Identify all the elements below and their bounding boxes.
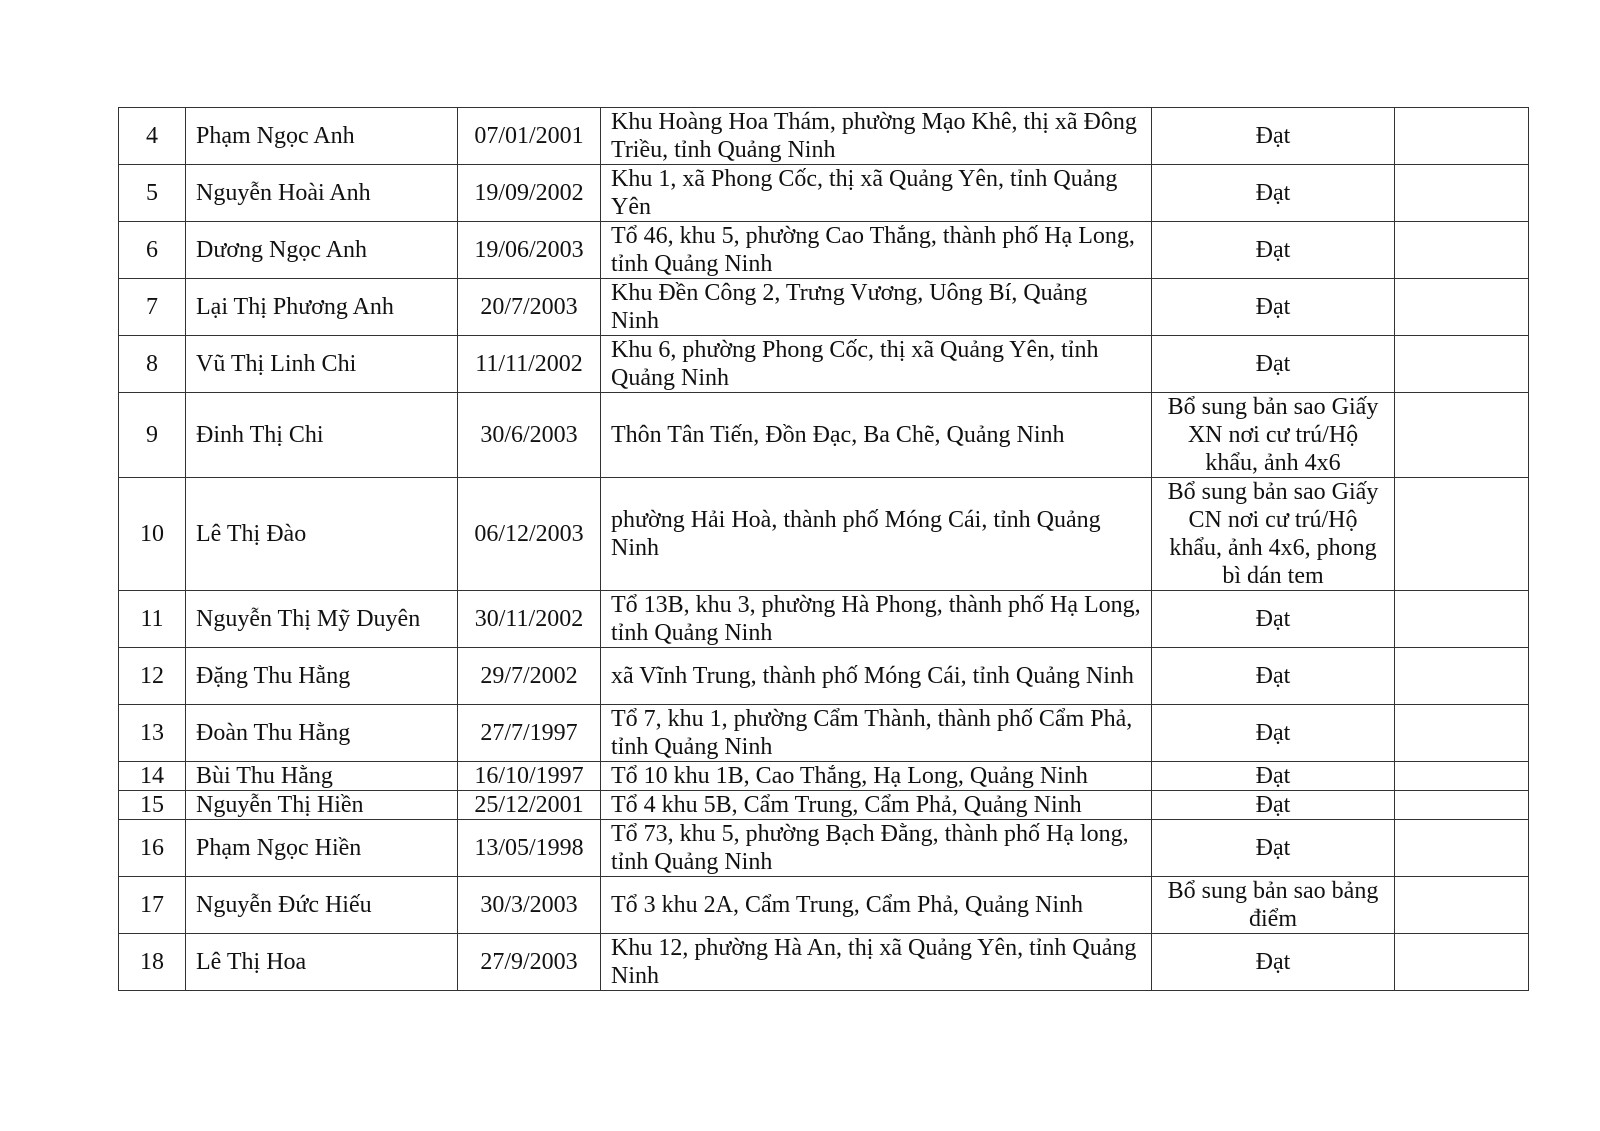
address-cell: Khu 1, xã Phong Cốc, thị xã Quảng Yên, tỉnh Quảng Yên — [601, 165, 1152, 222]
date-of-birth-cell: 25/12/2001 — [458, 791, 601, 820]
review-result-cell: Đạt — [1152, 934, 1395, 991]
row-number-cell: 10 — [119, 478, 186, 591]
row-number-cell: 4 — [119, 108, 186, 165]
review-result-cell: Đạt — [1152, 648, 1395, 705]
review-result-cell: Bổ sung bản sao Giấy XN nơi cư trú/Hộ khẩu, ảnh 4x6 — [1152, 393, 1395, 478]
date-of-birth-cell: 13/05/1998 — [458, 820, 601, 877]
applicant-name-cell: Dương Ngọc Anh — [186, 222, 458, 279]
applicant-name-cell: Nguyễn Thị Hiền — [186, 791, 458, 820]
table-row — [119, 648, 1529, 705]
table-row — [119, 393, 1529, 478]
note-cell — [1395, 791, 1529, 820]
table-row — [119, 934, 1529, 991]
review-result-cell: Bổ sung bản sao Giấy CN nơi cư trú/Hộ khẩu, ảnh 4x6, phong bì dán tem — [1152, 478, 1395, 591]
date-of-birth-cell: 20/7/2003 — [458, 279, 601, 336]
address-cell: phường Hải Hoà, thành phố Móng Cái, tỉnh Quảng Ninh — [601, 478, 1152, 591]
applicant-name-cell: Nguyễn Thị Mỹ Duyên — [186, 591, 458, 648]
review-result-cell: Đạt — [1152, 705, 1395, 762]
review-result-cell: Đạt — [1152, 108, 1395, 165]
address-cell: Thôn Tân Tiến, Đồn Đạc, Ba Chẽ, Quảng Ninh — [601, 393, 1152, 478]
review-result-cell: Đạt — [1152, 222, 1395, 279]
review-result-cell: Đạt — [1152, 279, 1395, 336]
date-of-birth-cell: 29/7/2002 — [458, 648, 601, 705]
date-of-birth-cell: 07/01/2001 — [458, 108, 601, 165]
applicant-table-body — [119, 108, 1529, 991]
table-row — [119, 705, 1529, 762]
date-of-birth-cell: 19/09/2002 — [458, 165, 601, 222]
row-number-cell: 12 — [119, 648, 186, 705]
table-row — [119, 165, 1529, 222]
applicant-name-cell: Đặng Thu Hằng — [186, 648, 458, 705]
table-row — [119, 279, 1529, 336]
note-cell — [1395, 279, 1529, 336]
address-cell: Khu Đền Công 2, Trưng Vương, Uông Bí, Quảng Ninh — [601, 279, 1152, 336]
table-row — [119, 820, 1529, 877]
date-of-birth-cell: 11/11/2002 — [458, 336, 601, 393]
applicant-name-cell: Phạm Ngọc Anh — [186, 108, 458, 165]
address-cell: Khu 6, phường Phong Cốc, thị xã Quảng Yên, tỉnh Quảng Ninh — [601, 336, 1152, 393]
date-of-birth-cell: 30/3/2003 — [458, 877, 601, 934]
row-number-cell: 6 — [119, 222, 186, 279]
address-cell: Khu 12, phường Hà An, thị xã Quảng Yên, tỉnh Quảng Ninh — [601, 934, 1152, 991]
address-cell: Tổ 10 khu 1B, Cao Thắng, Hạ Long, Quảng Ninh — [601, 762, 1152, 791]
row-number-cell: 18 — [119, 934, 186, 991]
note-cell — [1395, 820, 1529, 877]
applicant-name-cell: Lê Thị Đào — [186, 478, 458, 591]
row-number-cell: 15 — [119, 791, 186, 820]
applicant-name-cell: Lại Thị Phương Anh — [186, 279, 458, 336]
address-cell: Tổ 46, khu 5, phường Cao Thắng, thành phố Hạ Long, tỉnh Quảng Ninh — [601, 222, 1152, 279]
row-number-cell: 7 — [119, 279, 186, 336]
address-cell: Tổ 73, khu 5, phường Bạch Đằng, thành phố Hạ long, tỉnh Quảng Ninh — [601, 820, 1152, 877]
note-cell — [1395, 165, 1529, 222]
table-row — [119, 336, 1529, 393]
applicant-name-cell: Đinh Thị Chi — [186, 393, 458, 478]
row-number-cell: 8 — [119, 336, 186, 393]
date-of-birth-cell: 19/06/2003 — [458, 222, 601, 279]
note-cell — [1395, 877, 1529, 934]
applicant-name-cell: Vũ Thị Linh Chi — [186, 336, 458, 393]
applicant-name-cell: Nguyễn Hoài Anh — [186, 165, 458, 222]
row-number-cell: 13 — [119, 705, 186, 762]
table-row — [119, 591, 1529, 648]
applicant-name-cell: Nguyễn Đức Hiếu — [186, 877, 458, 934]
date-of-birth-cell: 27/9/2003 — [458, 934, 601, 991]
address-cell: xã Vĩnh Trung, thành phố Móng Cái, tỉnh Quảng Ninh — [601, 648, 1152, 705]
row-number-cell: 9 — [119, 393, 186, 478]
date-of-birth-cell: 06/12/2003 — [458, 478, 601, 591]
address-cell: Tổ 7, khu 1, phường Cẩm Thành, thành phố Cẩm Phả, tỉnh Quảng Ninh — [601, 705, 1152, 762]
review-result-cell: Đạt — [1152, 591, 1395, 648]
address-cell: Tổ 13B, khu 3, phường Hà Phong, thành phố Hạ Long, tỉnh Quảng Ninh — [601, 591, 1152, 648]
date-of-birth-cell: 27/7/1997 — [458, 705, 601, 762]
date-of-birth-cell: 30/11/2002 — [458, 591, 601, 648]
applicant-name-cell: Bùi Thu Hằng — [186, 762, 458, 791]
row-number-cell: 17 — [119, 877, 186, 934]
note-cell — [1395, 478, 1529, 591]
note-cell — [1395, 591, 1529, 648]
row-number-cell: 16 — [119, 820, 186, 877]
address-cell: Tổ 3 khu 2A, Cẩm Trung, Cẩm Phả, Quảng Ninh — [601, 877, 1152, 934]
address-cell: Khu Hoàng Hoa Thám, phường Mạo Khê, thị xã Đông Triều, tỉnh Quảng Ninh — [601, 108, 1152, 165]
date-of-birth-cell: 16/10/1997 — [458, 762, 601, 791]
table-row — [119, 222, 1529, 279]
review-result-cell: Đạt — [1152, 820, 1395, 877]
address-cell: Tổ 4 khu 5B, Cẩm Trung, Cẩm Phả, Quảng Ninh — [601, 791, 1152, 820]
row-number-cell: 5 — [119, 165, 186, 222]
review-result-cell: Đạt — [1152, 336, 1395, 393]
note-cell — [1395, 705, 1529, 762]
table-row — [119, 108, 1529, 165]
table-row — [119, 877, 1529, 934]
note-cell — [1395, 648, 1529, 705]
note-cell — [1395, 336, 1529, 393]
note-cell — [1395, 393, 1529, 478]
date-of-birth-cell: 30/6/2003 — [458, 393, 601, 478]
applicant-name-cell: Đoàn Thu Hằng — [186, 705, 458, 762]
review-result-cell: Bổ sung bản sao bảng điểm — [1152, 877, 1395, 934]
review-result-cell: Đạt — [1152, 762, 1395, 791]
table-row — [119, 791, 1529, 820]
applicant-name-cell: Lê Thị Hoa — [186, 934, 458, 991]
table-row — [119, 762, 1529, 791]
note-cell — [1395, 762, 1529, 791]
row-number-cell: 11 — [119, 591, 186, 648]
applicant-name-cell: Phạm Ngọc Hiền — [186, 820, 458, 877]
row-number-cell: 14 — [119, 762, 186, 791]
note-cell — [1395, 222, 1529, 279]
applicant-table — [118, 107, 1529, 991]
review-result-cell: Đạt — [1152, 791, 1395, 820]
note-cell — [1395, 108, 1529, 165]
table-row — [119, 478, 1529, 591]
note-cell — [1395, 934, 1529, 991]
review-result-cell: Đạt — [1152, 165, 1395, 222]
